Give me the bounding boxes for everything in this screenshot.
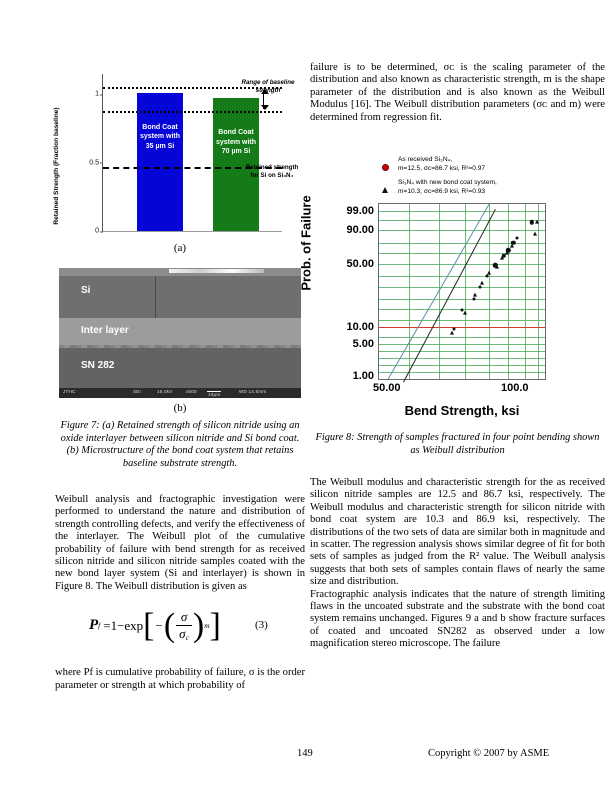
legend-entry-as-received <box>374 155 497 173</box>
bar-chart-plot-area <box>89 74 282 235</box>
figure-8-caption: Figure 8: Strength of samples fractured in four point bending shown as Weibull distribution <box>315 432 600 456</box>
right-column-paragraph-1: failure is to be determined, σᴄ is the scaling parameter of the distribution and also known as characteristic strength, m is the shape parameter of the distribution and is also known as the Weibull Modulus [16]. The Weibull distribution parameters (σᴄ and m) were determined from regression fit. <box>310 62 605 123</box>
weibull-x-axis-label: Bend Strength, ksi <box>404 403 520 418</box>
sem-bar-voltage: 15.0kV <box>157 389 173 394</box>
equation-3 <box>55 601 305 653</box>
bar-chart-ytick-1: 1 <box>95 90 99 98</box>
figure-7-caption: Figure 7: (a) Retained strength of silicon nitride using an oxide interlayer between silicon nitride and Si bond coat. (b) Microstructure of the bond coat system that retains baseline substrate strength. <box>60 420 300 469</box>
bar-chart-y-axis-label: Retained Strength (Fraction baseline) <box>53 107 60 225</box>
left-column-paragraph-2: where Pf is cumulative probability of failure, σ is the order parameter or strength at which probability of <box>55 667 305 691</box>
weibull-plot-area <box>346 203 546 394</box>
sem-bar-detector: SEI <box>133 389 142 394</box>
equation-3-expression: P f =1−exp [ − ( $\frac{\sigma}{\sigma_c}$ ) m ] <box>89 606 221 644</box>
weibull-xtick-50: 50.00 <box>373 382 401 394</box>
footer-page-number: 149 <box>297 748 313 759</box>
micrograph-label-interlayer: Inter layer <box>81 325 129 336</box>
figure-8-weibull-plot <box>298 155 605 427</box>
weibull-ytick-99: 99.00 <box>346 205 374 217</box>
left-column-paragraph-1: Weibull analysis and fractographic investigation were performed to understand the nature and distribution of strength controlling defects, and verify the effectiveness of the interlayer. The Weibull plot of the cumulative probability of failure with bend strength for as received silicon nitride and silicon nitride samples coated with the new bond layer system (Si and interlayer) is shown in Figure 8. The Weibull distribution is given as <box>55 494 305 592</box>
micrograph-label-substrate: SN 282 <box>81 360 115 371</box>
sem-bar-scale-label: 10µm <box>208 392 221 397</box>
bar-bond-coat-70um: Bond Coat system with 70 µm Si <box>213 98 259 231</box>
weibull-ytick-90: 90.00 <box>346 224 374 237</box>
legend-as-received-line1: As received Si₃N₄, <box>398 156 453 163</box>
micrograph-si-layer <box>59 276 301 318</box>
fit-line-as-received <box>403 209 496 383</box>
figure-8-legend <box>374 155 497 201</box>
sem-bar-magnification: x500 <box>186 389 197 394</box>
annotation-retained-strength-si: Retained strength for Si on Si₃N₄ <box>245 164 299 179</box>
weibull-ytick-50: 50.00 <box>346 258 374 271</box>
weibull-ytick-1: 1.00 <box>352 369 374 382</box>
legend-entry-bond-coat <box>374 178 497 196</box>
triangle-marker-icon <box>382 187 388 193</box>
sem-bar-working-distance: WD 14.5mm <box>239 389 267 394</box>
baseline-lower-dotted-line <box>103 111 282 113</box>
footer-copyright: Copyright © 2007 by ASME <box>428 748 550 759</box>
right-column-paragraph-2: The Weibull modulus and characteristic strength for the as received silicon nitride samples are 12.5 and 86.7 ksi, respectively. The Weibull modulus and characteristic strength for silicon nitride with bond coat system are 10.3 and 86.9 ksi, respectively. The distributions of the two sets of data are similar both in magnitude and in scatter. The regression analysis shows similar degree of fit for both sets of samples as judged from the R² value. The Weibull analysis suggests that both sets of samples contain flaws of nearly the same size and distribution. <box>310 477 605 588</box>
weibull-y-axis-label: Prob. of Failure <box>298 195 314 291</box>
weibull-ytick-10: 10.00 <box>346 320 374 333</box>
micrograph-bright-edge <box>169 269 264 273</box>
equation-3-number: (3) <box>255 619 268 632</box>
micrograph-label-si: Si <box>81 285 91 296</box>
figure-7b-sublabel: (b) <box>173 402 187 414</box>
bar-chart-ytick-0: 0 <box>95 227 99 235</box>
legend-bond-coat-line1: Si₃N₄ with new bond coat system, <box>398 179 497 186</box>
legend-as-received-line2: m=12.5, σᴄ=86.7 ksi, R²=0.97 <box>398 165 486 172</box>
figure-7a-sublabel: (a) <box>173 242 187 254</box>
annotation-range-of-baseline-strength: Range of baseline strength <box>241 79 295 94</box>
weibull-10pct-reference-line <box>379 327 545 328</box>
weibull-ytick-5: 5.00 <box>352 338 374 350</box>
legend-bond-coat-line2: m=10.3, σᴄ=86.9 ksi, R²=0.93 <box>398 188 486 195</box>
micrograph-crack <box>155 276 156 318</box>
figure-7b-micrograph <box>59 268 301 398</box>
weibull-xtick-100: 100.0 <box>501 382 529 394</box>
micrograph-info-bar <box>59 388 301 398</box>
bar-chart-ytick-0.5: 0.5 <box>89 159 99 167</box>
figure-7a-bar-chart <box>55 66 305 266</box>
sem-bar-source: JTHC <box>63 389 76 394</box>
bar-bond-coat-35um: Bond Coat system with 35 µm Si <box>137 93 183 231</box>
right-column-paragraph-3: Fractographic analysis indicates that the nature of strength limiting flaws in the uncoated substrate and the substrate with the bond coat system remains unchanged. Figures 9 a and b show fracture surfaces of coated and uncoated SN282 as observed under a low magnification stereo microscope. The failure <box>310 588 605 650</box>
circle-marker-icon <box>382 164 389 171</box>
